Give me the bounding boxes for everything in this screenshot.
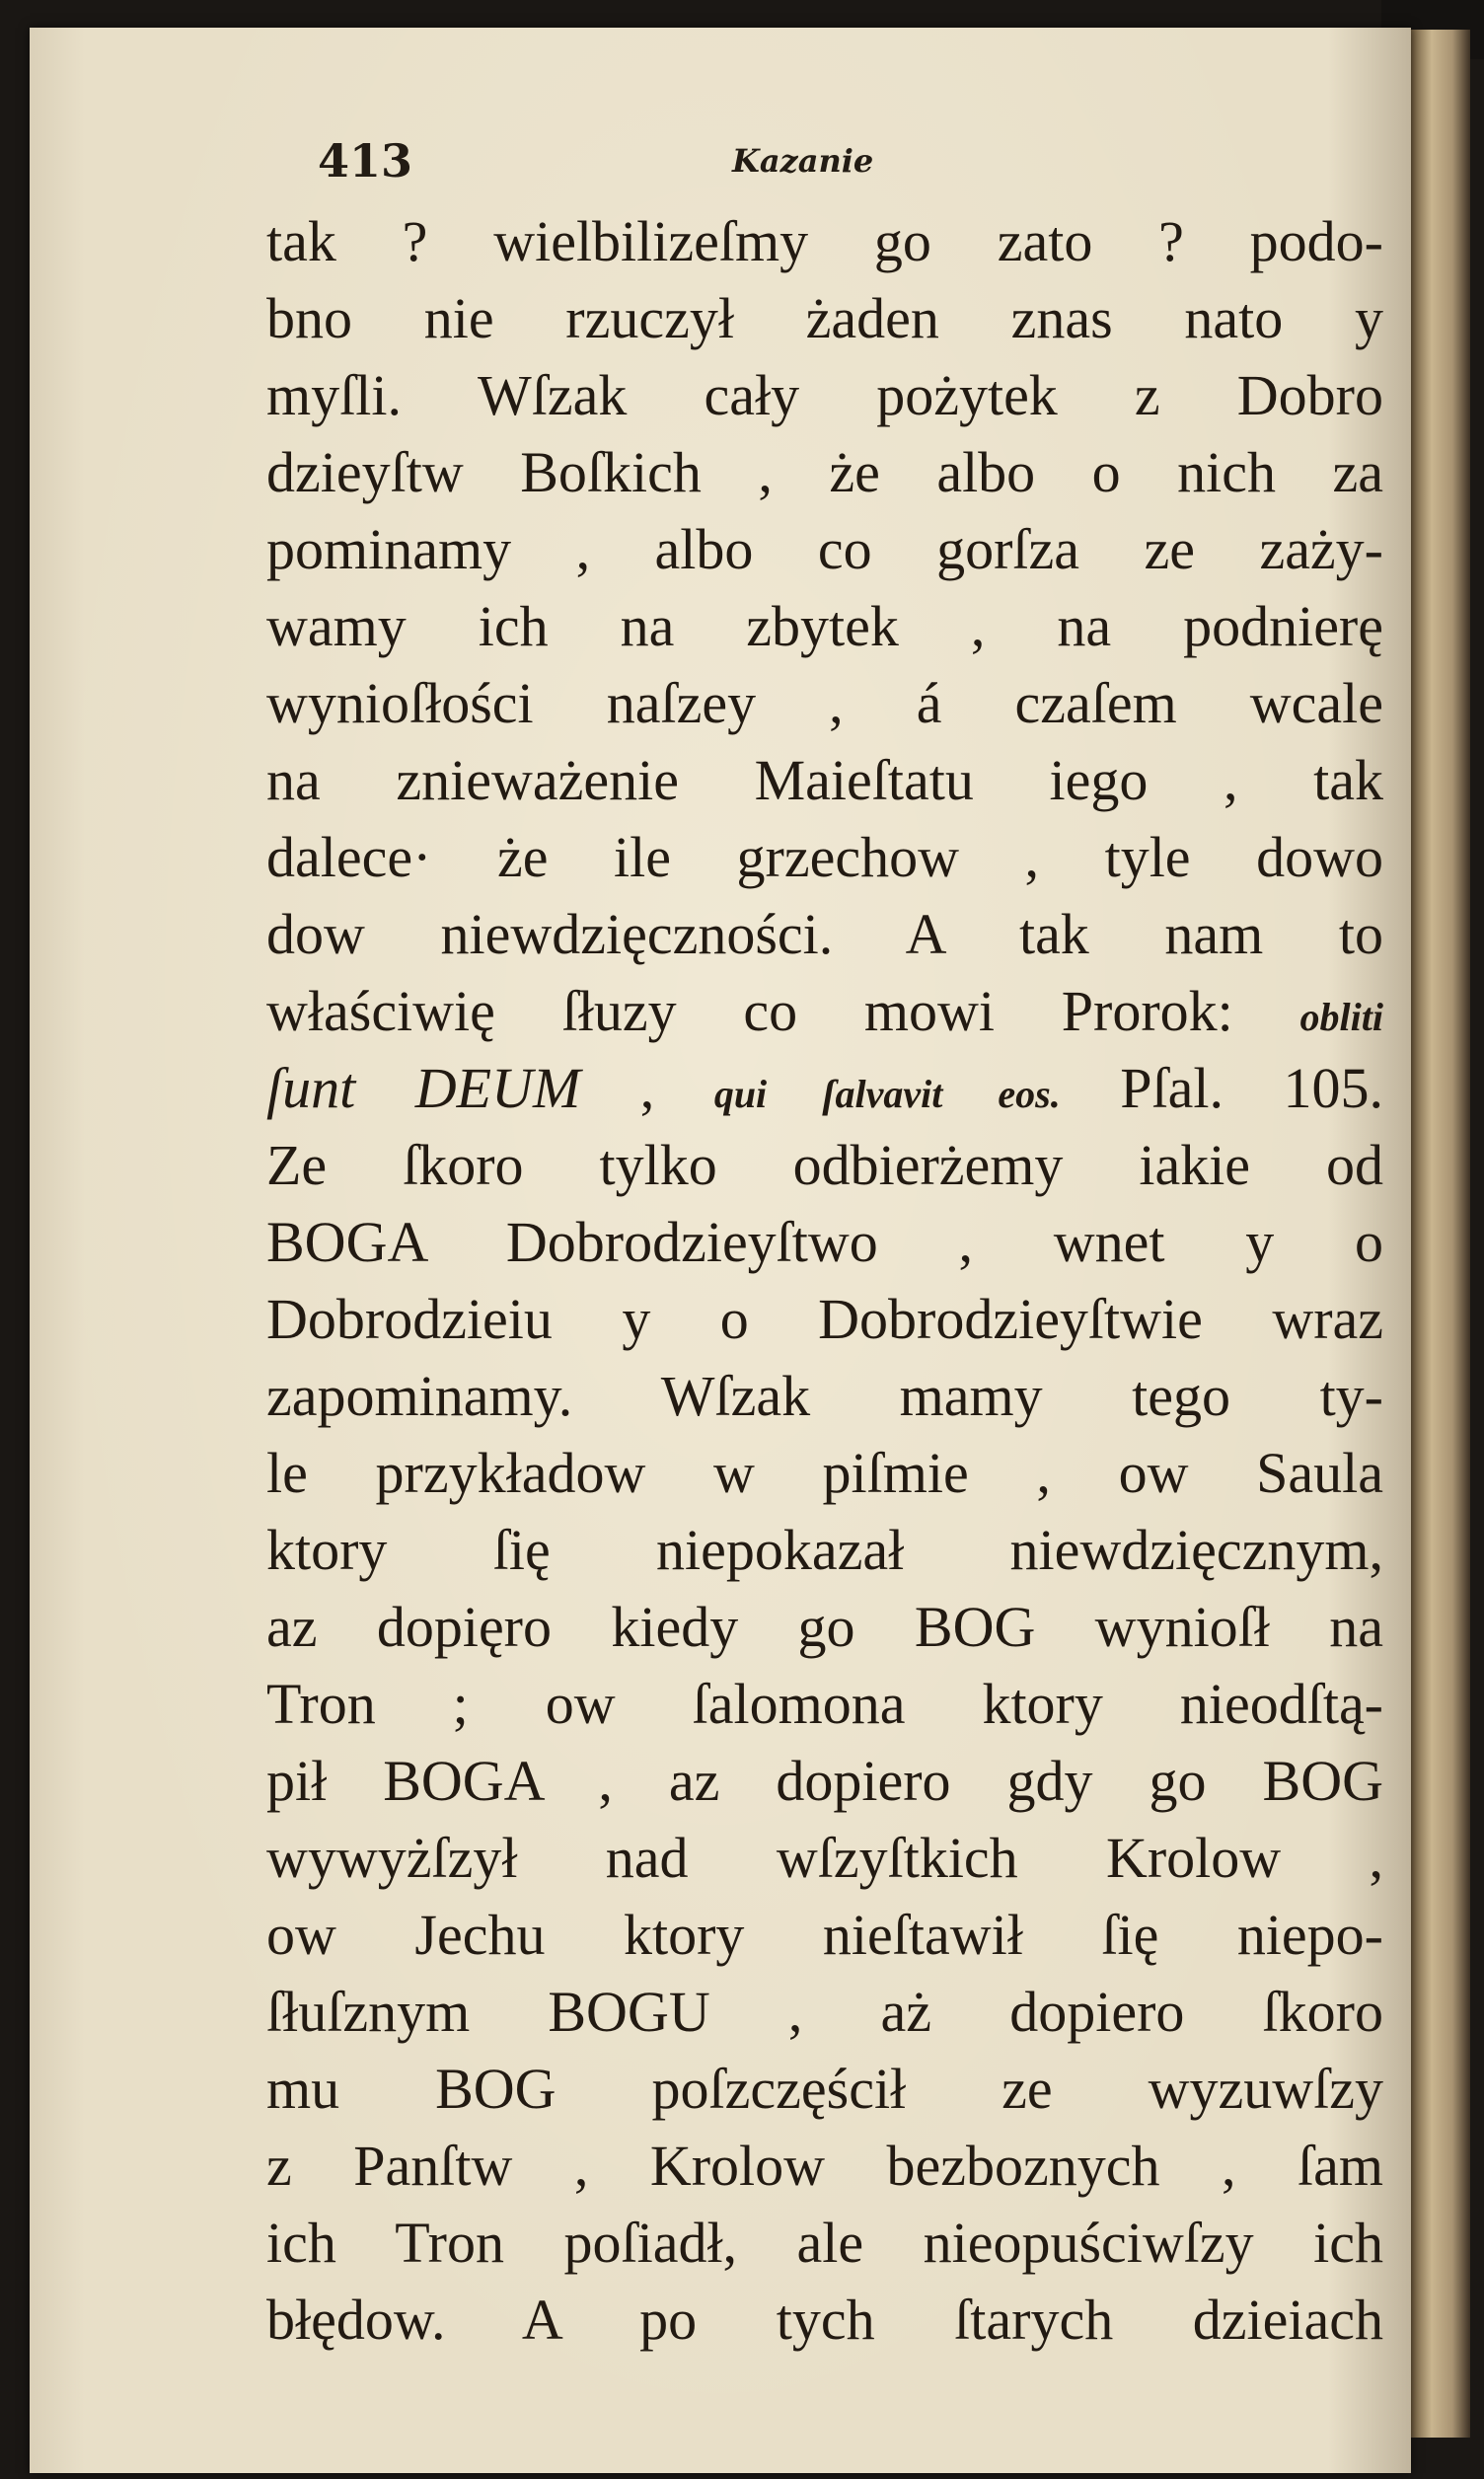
- text-segment: wywyżſzył nad wſzyſtkich Krolow ,: [266, 1826, 1383, 1890]
- text-segment: błędow. A po tych ſtarych dzieiach: [266, 2288, 1383, 2352]
- text-segment: ſunt DEUM: [266, 1056, 581, 1120]
- adjacent-page-edge: [1411, 30, 1470, 2438]
- text-segment: tak ? wielbilizeſmy go zato ? podo-: [266, 209, 1383, 273]
- text-line: [266, 1127, 1383, 1204]
- page-header: [318, 134, 1364, 203]
- text-line: [266, 280, 1383, 357]
- text-segment: dalece· że ile grzechow , tyle dowo: [266, 825, 1383, 889]
- text-line: [266, 203, 1383, 280]
- text-line: [266, 742, 1383, 819]
- text-segment: ,: [580, 1056, 714, 1120]
- text-segment: na znieważenie Maieſtatu iego , tak: [266, 748, 1383, 812]
- text-line: [266, 1512, 1383, 1589]
- text-segment: pominamy , albo co gorſza ze zaży-: [266, 517, 1383, 581]
- text-line: [266, 1050, 1383, 1127]
- text-line: [266, 1358, 1383, 1435]
- page-number: 413: [318, 134, 413, 188]
- text-segment: bno nie rzuczył żaden znas nato y: [266, 286, 1383, 350]
- text-segment: ow Jechu ktory nieſtawił ſię niepo-: [266, 1903, 1383, 1967]
- text-segment: myſli. Wſzak cały pożytek z Dobro: [266, 363, 1383, 427]
- text-segment: Dobrodzieiu y o Dobrodzieyſtwie wraz: [266, 1287, 1383, 1351]
- text-line: [266, 588, 1383, 665]
- text-segment: mu BOG poſzczęścił ze wyzuwſzy: [266, 2057, 1383, 2121]
- text-segment: le przykładow w piſmie , ow Saula: [266, 1441, 1383, 1505]
- text-line: [266, 2128, 1383, 2205]
- text-line: [266, 819, 1383, 896]
- text-line: [266, 973, 1383, 1050]
- text-line: [266, 2205, 1383, 2282]
- text-line: [266, 1820, 1383, 1897]
- text-segment: az dopięro kiedy go BOG wynioſł na: [266, 1595, 1383, 1659]
- text-line: [266, 1281, 1383, 1358]
- text-line: [266, 1666, 1383, 1743]
- text-segment: qui ſalvavit eos.: [713, 1072, 1061, 1116]
- text-line: [266, 2282, 1383, 2359]
- text-line: [266, 1204, 1383, 1281]
- text-segment: właściwię ſłuzy co mowi Prorok:: [266, 979, 1300, 1043]
- text-segment: dow niewdzięczności. A tak nam to: [266, 902, 1383, 966]
- text-segment: ktory ſię niepokazał niewdzięcznym,: [266, 1518, 1383, 1582]
- text-segment: Pſal. 105.: [1060, 1056, 1383, 1120]
- text-line: [266, 896, 1383, 973]
- text-segment: pił BOGA , az dopiero gdy go BOG: [266, 1749, 1383, 1813]
- text-line: [266, 511, 1383, 588]
- text-segment: ich Tron poſiadł, ale nieopuściwſzy ich: [266, 2211, 1383, 2275]
- text-line: [266, 1435, 1383, 1512]
- text-line: [266, 1743, 1383, 1820]
- text-line: [266, 2051, 1383, 2128]
- text-line: [266, 665, 1383, 742]
- text-segment: wynioſłości naſzey , á czaſem wcale: [266, 671, 1383, 735]
- text-line: [266, 357, 1383, 434]
- text-line: [266, 1589, 1383, 1666]
- text-segment: zapominamy. Wſzak mamy tego ty-: [266, 1364, 1383, 1428]
- text-line: [266, 1974, 1383, 2051]
- text-segment: Ze ſkoro tylko odbierżemy iakie od: [266, 1133, 1383, 1197]
- text-segment: BOGA Dobrodzieyſtwo , wnet y o: [266, 1210, 1383, 1274]
- body-text: [266, 203, 1383, 2359]
- running-head: Kazanie: [732, 142, 874, 180]
- text-segment: ſłuſznym BOGU , aż dopiero ſkoro: [266, 1980, 1383, 2044]
- text-segment: dzieyſtw Boſkich , że albo o nich za: [266, 440, 1383, 504]
- text-segment: obliti: [1299, 995, 1383, 1039]
- text-line: [266, 434, 1383, 511]
- text-segment: z Panſtw , Krolow bezboznych , ſam: [266, 2134, 1383, 2198]
- text-line: [266, 1897, 1383, 1974]
- text-segment: Tron ; ow ſalomona ktory nieodſtą-: [266, 1672, 1383, 1736]
- text-segment: wamy ich na zbytek , na podnierę: [266, 594, 1383, 658]
